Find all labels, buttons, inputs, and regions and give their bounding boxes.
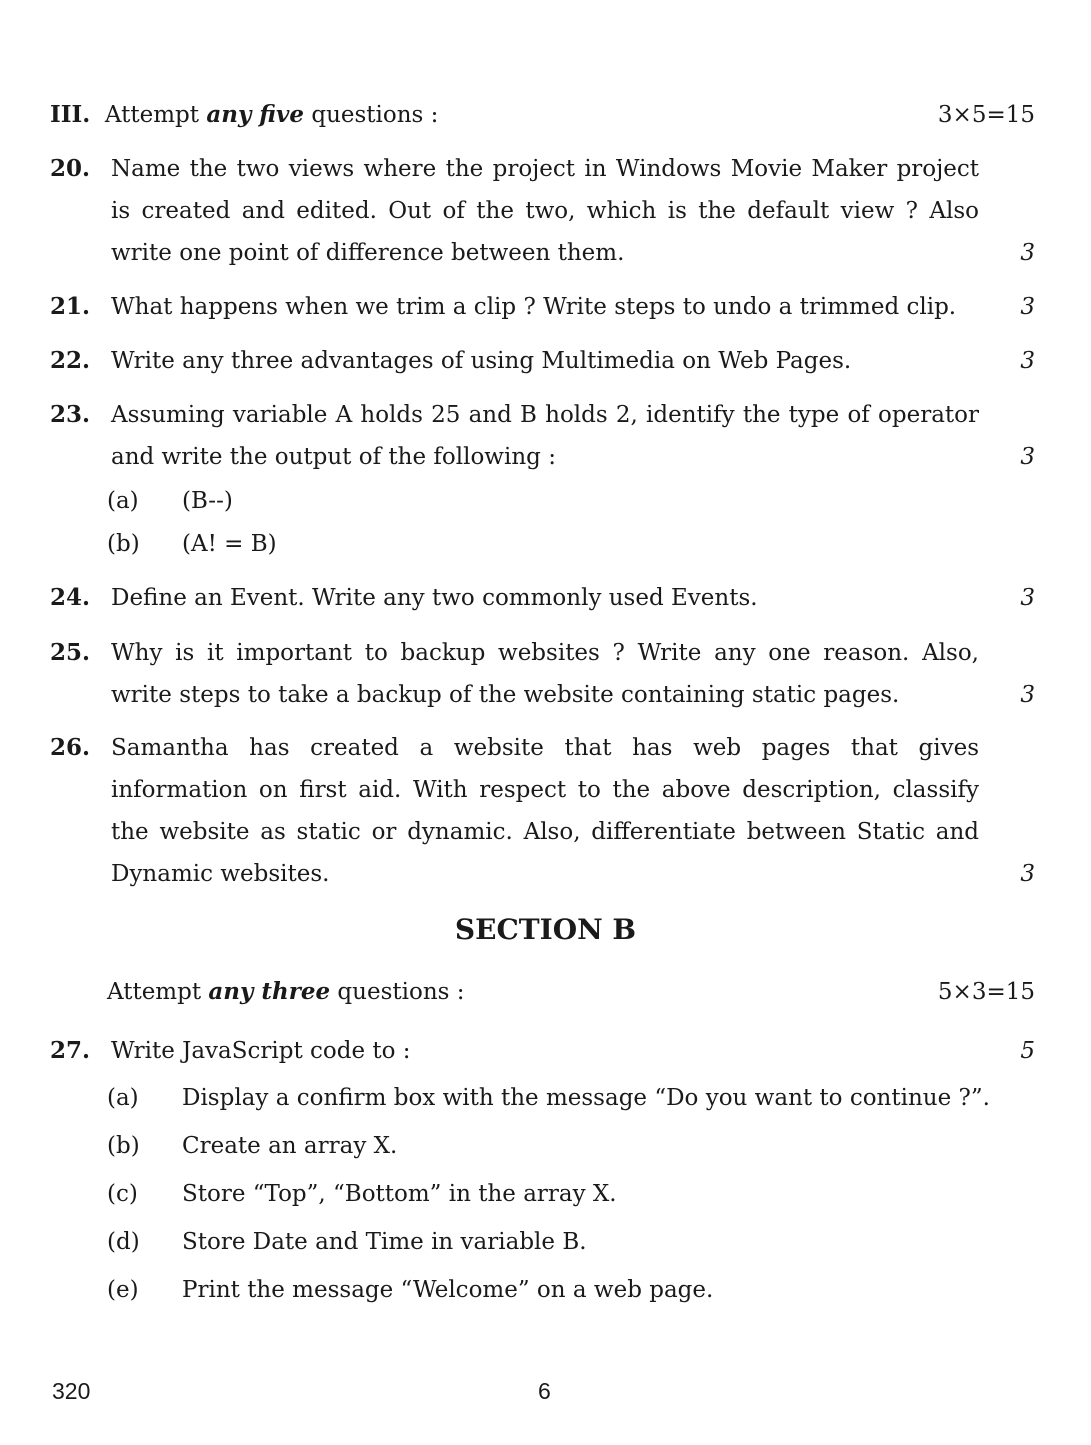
question-text: Samantha has created a website that has web pages that gives information on first aid. With respect to the above description, classify the website as static or dynamic. Also, differentiate between Static and Dynamic websites. bbox=[111, 735, 979, 887]
part-label: (b) bbox=[107, 1133, 140, 1159]
question-number: 23. bbox=[50, 401, 91, 428]
question-marks: 3 bbox=[1020, 861, 1035, 887]
question-marks: 3 bbox=[1020, 348, 1035, 374]
part-label: (d) bbox=[107, 1229, 140, 1255]
instruction-prefix: Attempt bbox=[107, 979, 209, 1005]
question-marks: 3 bbox=[1020, 294, 1035, 320]
question-27 bbox=[50, 1030, 1035, 1072]
question-number: 24. bbox=[50, 584, 91, 611]
part-label: (a) bbox=[107, 1085, 139, 1111]
question-marks: 5 bbox=[1020, 1038, 1035, 1064]
question-text: Write any three advantages of using Multimedia on Web Pages. bbox=[111, 348, 852, 374]
part-label: (c) bbox=[107, 1181, 138, 1207]
question-number: 21. bbox=[50, 293, 91, 320]
question-number: 22. bbox=[50, 347, 91, 374]
question-marks: 3 bbox=[1020, 444, 1035, 470]
page-number: 6 bbox=[538, 1378, 551, 1404]
instruction-suffix: questions : bbox=[330, 979, 465, 1005]
part-text: (A! = B) bbox=[182, 531, 277, 557]
paper-code: 320 bbox=[52, 1378, 91, 1404]
instruction-suffix: questions : bbox=[304, 102, 439, 128]
question-text: What happens when we trim a clip ? Write steps to undo a trimmed clip. bbox=[111, 294, 957, 320]
question-text: Define an Event. Write any two commonly used Events. bbox=[111, 585, 758, 611]
question-marks: 3 bbox=[1020, 585, 1035, 611]
part-text: (B--) bbox=[182, 488, 233, 514]
question-22 bbox=[50, 340, 1035, 382]
question-text: Why is it important to backup websites ? Write any one reason. Also, write steps to take a backup of the website containing static pages. bbox=[111, 640, 979, 708]
question-number: 27. bbox=[50, 1037, 91, 1064]
question-27-part-b bbox=[107, 1125, 1007, 1167]
part-label: (b) bbox=[107, 531, 140, 557]
part-text: Print the message “Welcome” on a web page. bbox=[182, 1277, 714, 1303]
question-number: 20. bbox=[50, 155, 91, 182]
part-text: Store “Top”, “Bottom” in the array X. bbox=[182, 1181, 617, 1207]
section-iii-instruction bbox=[50, 94, 438, 136]
question-23-part-a bbox=[107, 480, 707, 522]
part-text: Store Date and Time in variable B. bbox=[182, 1229, 587, 1255]
question-text: Assuming variable A holds 25 and B holds 2, identify the type of operator and write the output of the following : bbox=[111, 402, 979, 470]
question-27-part-a bbox=[107, 1077, 1007, 1119]
instruction-emphasis: any three bbox=[208, 978, 331, 1005]
section-b-instruction bbox=[107, 971, 465, 1013]
question-24 bbox=[50, 577, 1035, 619]
question-27-part-c bbox=[107, 1173, 1007, 1215]
question-23 bbox=[50, 394, 1035, 478]
question-marks: 3 bbox=[1020, 240, 1035, 266]
part-label: (e) bbox=[107, 1277, 139, 1303]
instruction-emphasis: any five bbox=[206, 101, 305, 128]
section-b-title: SECTION B bbox=[454, 913, 637, 946]
section-iii-marks: 3×5=15 bbox=[937, 102, 1035, 128]
question-27-part-e bbox=[107, 1269, 1007, 1311]
question-23-part-b bbox=[107, 523, 707, 565]
question-number: 26. bbox=[50, 734, 91, 761]
question-marks: 3 bbox=[1020, 682, 1035, 708]
instruction-prefix: Attempt bbox=[104, 102, 207, 128]
section-iii-roman: III. bbox=[50, 101, 91, 128]
question-27-part-d bbox=[107, 1221, 1007, 1263]
part-label: (a) bbox=[107, 488, 139, 514]
question-number: 25. bbox=[50, 639, 91, 666]
question-text: Name the two views where the project in Windows Movie Maker project is created and edited. Out of the two, which is the default view ? Also write one point of difference between them. bbox=[111, 156, 979, 266]
part-text: Create an array X. bbox=[182, 1133, 398, 1159]
question-text: Write JavaScript code to : bbox=[111, 1038, 411, 1064]
question-20 bbox=[50, 148, 1035, 274]
question-26 bbox=[50, 727, 1035, 895]
section-b-marks: 5×3=15 bbox=[937, 979, 1035, 1005]
question-21 bbox=[50, 286, 1035, 328]
question-25 bbox=[50, 632, 1035, 716]
part-text: Display a confirm box with the message “Do you want to continue ?”. bbox=[182, 1085, 990, 1111]
